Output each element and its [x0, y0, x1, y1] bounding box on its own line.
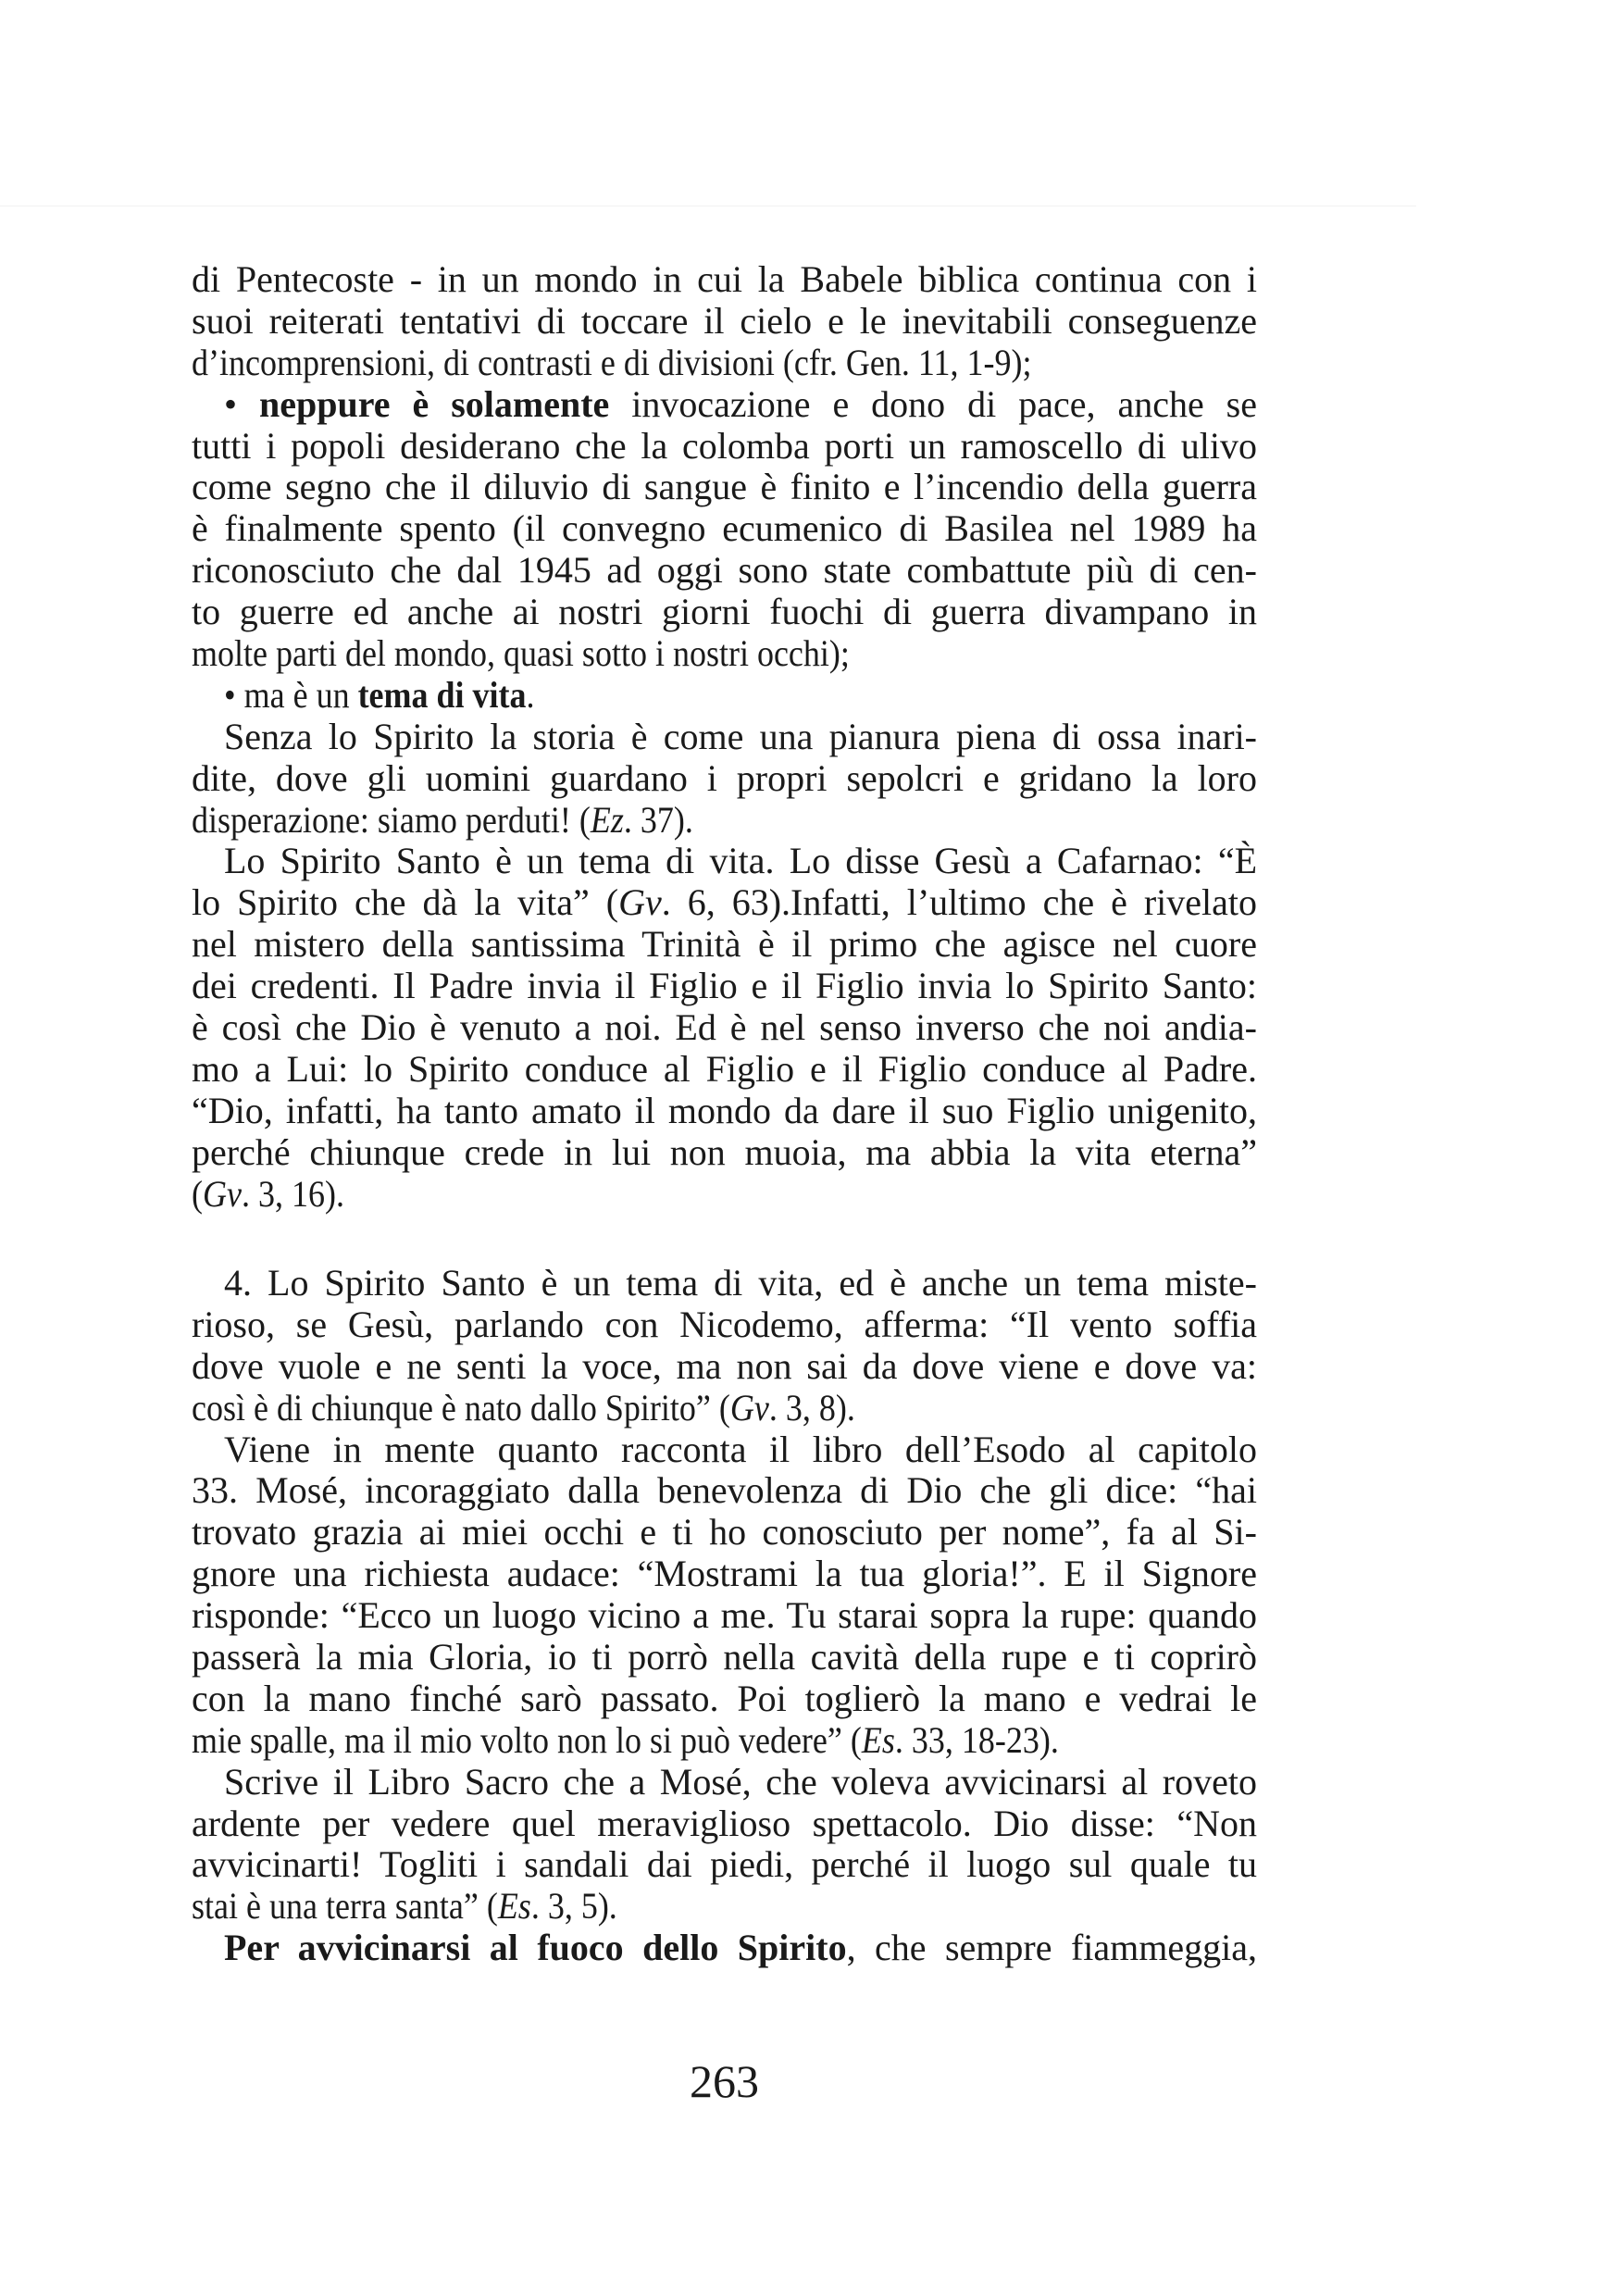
italic-text: Gv — [618, 881, 662, 924]
text-line — [192, 1512, 1257, 1554]
text-line-content — [224, 1762, 1257, 1803]
text-line-content — [192, 1388, 855, 1429]
text-line-content — [224, 675, 535, 717]
text-run: Senza lo Spirito la storia è come una pianura piena di ossa inari- — [224, 715, 1257, 757]
text-line-content — [192, 1637, 1257, 1678]
text-run: trovato grazia ai miei occhi e ti ho conosciuto per nome”, fa al Si- — [192, 1511, 1257, 1554]
text-line-content — [192, 1720, 1059, 1762]
text-run: riconosciuto che dal 1945 ad oggi sono state combattute più di cen- — [192, 549, 1257, 592]
text-run: “Dio, infatti, ha tanto amato il mondo da dare il suo Figlio unigenito, — [192, 1089, 1257, 1131]
text-run: ( — [192, 1172, 203, 1215]
text-line-content — [192, 343, 1031, 384]
text-line-content — [192, 1304, 1257, 1346]
text-section-2 — [192, 1263, 1257, 1969]
text-line-content — [192, 301, 1257, 343]
text-line-content — [192, 1470, 1257, 1512]
text-line-content — [192, 1049, 1257, 1091]
text-run: . 3, 8). — [768, 1386, 855, 1429]
text-run: ardente per vedere quel meraviglioso spettacolo. Dio disse: “Non — [192, 1802, 1257, 1844]
text-line-content — [192, 966, 1257, 1007]
text-line — [192, 1091, 1257, 1132]
text-line — [192, 1928, 1257, 1969]
text-run: mie spalle, ma il mio volto non lo si può vedere” ( — [192, 1718, 862, 1761]
text-line — [192, 966, 1257, 1007]
text-line-content — [192, 550, 1257, 592]
text-line — [192, 1637, 1257, 1678]
text-line — [192, 1346, 1257, 1388]
text-run: Viene in mente quanto racconta il libro dell’Esodo al capitolo — [224, 1428, 1257, 1470]
text-line-content — [192, 1803, 1257, 1845]
text-line-content — [192, 592, 1257, 633]
text-line — [192, 467, 1257, 508]
text-run: . 3, 16). — [241, 1172, 344, 1215]
text-line — [192, 1388, 1257, 1429]
text-line-content — [192, 259, 1257, 301]
italic-text: Gv — [202, 1172, 242, 1215]
text-run: risponde: “Ecco un luogo vicino a me. Tu starai sopra la rupe: quando — [192, 1594, 1257, 1637]
text-line — [192, 1049, 1257, 1091]
italic-text: Es — [861, 1718, 895, 1761]
text-run: • ma è un — [224, 673, 358, 716]
text-section-1 — [192, 259, 1257, 1215]
text-line-content — [192, 800, 693, 842]
text-line — [192, 1007, 1257, 1049]
text-line-content — [192, 467, 1257, 508]
text-run: tutti i popoli desiderano che la colomba porti un ramoscello di ulivo — [192, 424, 1257, 467]
text-line-content — [192, 1844, 1257, 1886]
text-line-content — [192, 1132, 1257, 1174]
text-run: . 33, 18-23). — [894, 1718, 1059, 1761]
text-run: disperazione: siamo perduti! ( — [192, 798, 591, 841]
text-line — [192, 1470, 1257, 1512]
text-line — [192, 758, 1257, 800]
text-run: dove vuole e ne senti la voce, ma non sai da dove viene e dove va: — [192, 1344, 1257, 1387]
text-line — [192, 800, 1257, 842]
text-line-content — [192, 758, 1257, 800]
text-run: avvicinarti! Togliti i sandali dai piedi, perché il luogo sul quale tu — [192, 1843, 1257, 1886]
text-line — [192, 675, 1257, 717]
text-run: 4. Lo Spirito Santo è un tema di vita, ed è anche un tema miste- — [224, 1262, 1257, 1304]
text-line-content — [192, 882, 1257, 924]
text-line-content — [192, 1886, 617, 1928]
text-line — [192, 841, 1257, 882]
text-line-content — [224, 1429, 1257, 1471]
text-line-content — [224, 841, 1257, 882]
text-run: , che sempre fiammeggia, — [846, 1927, 1257, 1969]
text-run: 33. Mosé, incoraggiato dalla benevolenza di Dio che gli dice: “hai — [192, 1469, 1257, 1512]
text-line — [192, 1304, 1257, 1346]
text-line-content — [192, 924, 1257, 966]
text-run: è finalmente spento (il convegno ecumenico di Basilea nel 1989 ha — [192, 507, 1257, 550]
text-run: . — [526, 673, 535, 716]
text-line — [192, 384, 1257, 426]
text-line — [192, 1844, 1257, 1886]
text-run: stai è una terra santa” ( — [192, 1885, 498, 1928]
text-run: perché chiunque crede in lui non muoia, ma abbia la vita eterna” — [192, 1130, 1257, 1173]
text-line-content — [192, 1678, 1257, 1720]
text-line — [192, 550, 1257, 592]
text-line-content — [192, 1595, 1257, 1637]
text-run: . 6, 63).Infatti, l’ultimo che è rivelato — [661, 881, 1257, 924]
text-line — [192, 1263, 1257, 1304]
text-run: nel mistero della santissima Trinità è il primo che agisce nel cuore — [192, 923, 1257, 966]
text-run: rioso, se Gesù, parlando con Nicodemo, afferma: “Il vento soffia — [192, 1303, 1257, 1345]
text-run: dei credenti. Il Padre invia il Figlio e il Figlio invia lo Spirito Santo: — [192, 965, 1257, 1007]
text-run: lo Spirito che dà la vita” ( — [192, 881, 619, 924]
text-line-content — [192, 1512, 1257, 1554]
text-line — [192, 343, 1257, 384]
text-line — [192, 508, 1257, 550]
text-run: Lo Spirito Santo è un tema di vita. Lo disse Gesù a Cafarnao: “È — [224, 840, 1257, 882]
text-run: con la mano finché sarò passato. Poi toglierò la mano e vedrai le — [192, 1677, 1257, 1719]
text-line — [192, 633, 1257, 675]
text-run: gnore una richiesta audace: “Mostrami la tua gloria!”. E il Signore — [192, 1553, 1257, 1595]
italic-text: Ez — [590, 798, 624, 841]
text-line — [192, 924, 1257, 966]
italic-text: Es — [497, 1885, 531, 1928]
bold-text: tema di vita — [357, 673, 527, 716]
text-run: . 3, 5). — [530, 1885, 617, 1928]
text-line — [192, 1554, 1257, 1595]
text-run: suoi reiterati tentativi di toccare il cielo e le inevitabili conseguenze — [192, 299, 1257, 342]
text-line — [192, 717, 1257, 758]
text-line — [192, 1174, 1257, 1216]
text-line-content — [192, 508, 1257, 550]
text-line-content — [192, 1346, 1257, 1388]
text-line — [192, 1762, 1257, 1803]
text-line-content — [192, 1174, 344, 1216]
text-line — [192, 882, 1257, 924]
text-run: molte parti del mondo, quasi sotto i nostri occhi); — [192, 632, 850, 675]
text-run: passerà la mia Gloria, io ti porrò nella cavità della rupe e ti coprirò — [192, 1636, 1257, 1678]
text-line-content — [224, 1263, 1257, 1304]
text-line-content — [192, 1554, 1257, 1595]
text-line-content — [192, 426, 1257, 468]
text-line-content — [224, 717, 1257, 758]
text-line-content — [224, 384, 1257, 426]
text-run: • — [224, 382, 259, 425]
text-run: così è di chiunque è nato dallo Spirito” ( — [192, 1386, 730, 1429]
text-run: è così che Dio è venuto a noi. Ed è nel senso inverso che noi andia- — [192, 1006, 1257, 1049]
bold-text: neppure è solamente — [258, 382, 610, 425]
text-run: . 37). — [623, 798, 693, 841]
text-line — [192, 592, 1257, 633]
italic-text: Gv — [729, 1386, 769, 1429]
text-run: to guerre ed anche ai nostri giorni fuochi di guerra divampano in — [192, 591, 1257, 633]
text-line — [192, 1429, 1257, 1471]
page-number: 263 — [690, 2055, 759, 2107]
bold-text: Per avvicinarsi al fuoco dello Spirito — [224, 1927, 847, 1969]
text-run: mo a Lui: lo Spirito conduce al Figlio e il Figlio conduce al Padre. — [192, 1047, 1257, 1090]
text-line-content — [192, 1091, 1257, 1132]
text-line-content — [224, 1928, 1257, 1969]
text-run: invocazione e dono di pace, anche se — [609, 382, 1258, 425]
text-run: Scrive il Libro Sacro che a Mosé, che voleva avvicinarsi al roveto — [224, 1760, 1257, 1803]
text-line — [192, 301, 1257, 343]
text-line-content — [192, 1007, 1257, 1049]
text-line — [192, 426, 1257, 468]
text-run: dite, dove gli uomini guardano i propri sepolcri e gridano la loro — [192, 756, 1257, 799]
text-line-content — [192, 633, 850, 675]
text-line — [192, 1132, 1257, 1174]
text-line — [192, 1595, 1257, 1637]
text-run: di Pentecoste - in un mondo in cui la Babele biblica continua con i — [192, 258, 1257, 300]
text-run: come segno che il diluvio di sangue è finito e l’incendio della guerra — [192, 466, 1257, 508]
text-line — [192, 1678, 1257, 1720]
text-line — [192, 1886, 1257, 1928]
text-line — [192, 259, 1257, 301]
text-line — [192, 1720, 1257, 1762]
text-run: d’incomprensioni, di contrasti e di divisioni (cfr. Gen. 11, 1-9); — [192, 341, 1032, 383]
text-line — [192, 1803, 1257, 1845]
